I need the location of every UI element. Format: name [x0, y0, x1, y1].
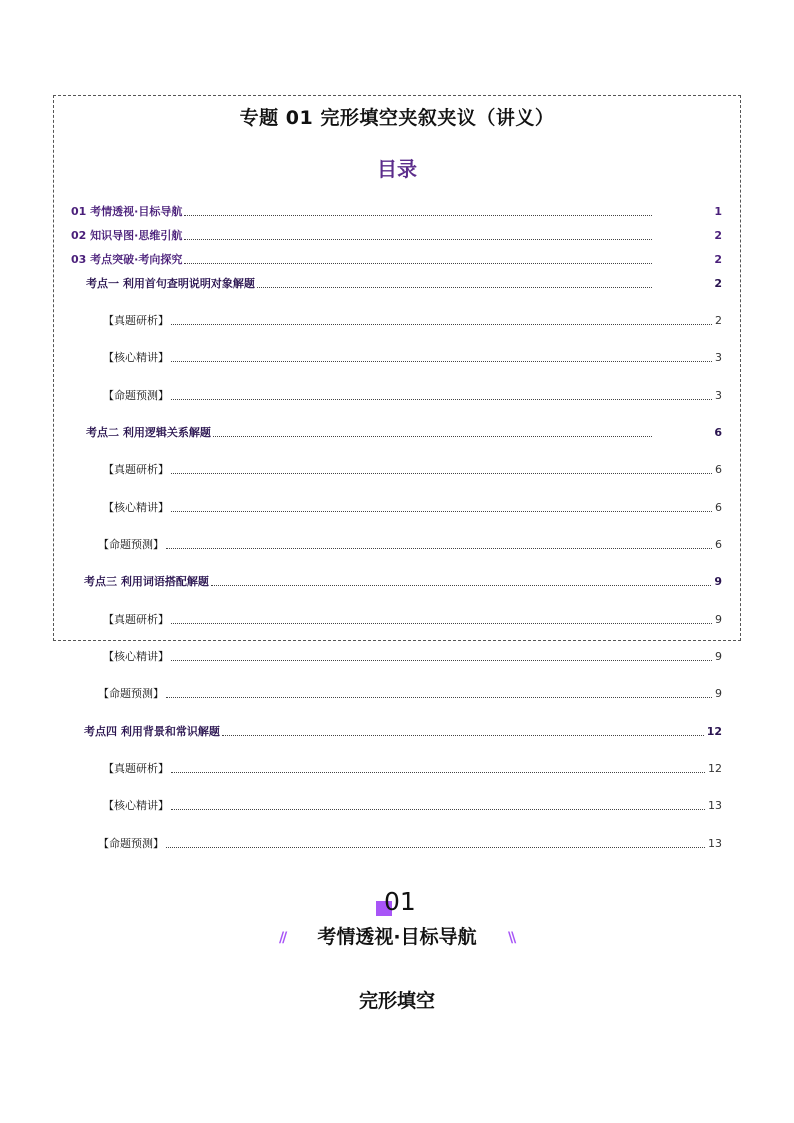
toc-entry[interactable]	[98, 538, 722, 552]
toc-leader	[171, 399, 712, 400]
toc-leader	[171, 772, 705, 773]
toc-entry-label: 考点二 利用逻辑关系解题	[86, 426, 211, 439]
toc-entry[interactable]	[103, 762, 722, 776]
toc-leader	[257, 287, 653, 288]
toc-entry-page: 12	[706, 725, 722, 738]
toc-entry[interactable]	[86, 426, 722, 440]
toc-entry-page: 9	[715, 613, 722, 626]
toc-entry-page: 3	[715, 351, 722, 364]
document-title: 专题 01 完形填空夹叙夹议（讲义）	[239, 107, 555, 129]
toc-entry-label: 【核心精讲】	[103, 799, 169, 812]
toc-entry-label: 【命题预测】	[98, 687, 164, 700]
toc-leader	[211, 585, 712, 586]
toc-leader	[166, 697, 712, 698]
toc-entry-page: 9	[714, 575, 722, 588]
section-title	[311, 922, 482, 949]
subject-heading: 完形填空	[358, 990, 435, 1012]
toc-entry-page: 2	[714, 253, 722, 266]
toc-leader	[184, 215, 652, 216]
toc-entry[interactable]	[98, 687, 722, 701]
toc-entry[interactable]	[71, 229, 722, 243]
toc-entry-label: 【真题研析】	[103, 613, 169, 626]
toc-entry-label: 03 考点突破·考向探究	[71, 253, 183, 266]
toc-entry-page: 2	[714, 229, 722, 242]
toc-entry-label: 01 考情透视·目标导航	[71, 205, 183, 218]
toc-leader	[184, 239, 652, 240]
toc-entry-label: 【核心精讲】	[103, 650, 169, 663]
toc-entry-page: 13	[708, 799, 722, 812]
toc-entry-page: 9	[715, 650, 722, 663]
toc-leader	[184, 263, 652, 264]
toc-entry-page: 1	[714, 205, 722, 218]
toc-entry-label: 考点一 利用首句查明说明对象解题	[86, 277, 255, 290]
toc-entry-label: 02 知识导图·思维引航	[71, 229, 183, 242]
toc-leader	[166, 548, 712, 549]
toc-entry[interactable]	[98, 837, 722, 851]
toc-leader	[171, 660, 712, 661]
toc-entry-page: 6	[714, 426, 722, 439]
toc-leader	[213, 436, 653, 437]
toc-entry-page: 12	[708, 762, 722, 775]
toc-entry-page: 2	[714, 277, 722, 290]
toc-leader	[171, 473, 712, 474]
toc-entry-label: 【命题预测】	[98, 538, 164, 551]
toc-entry-label: 【真题研析】	[103, 762, 169, 775]
section-title-text: 考情透视·目标导航	[317, 926, 477, 948]
toc-entry[interactable]	[103, 314, 722, 328]
toc-entry[interactable]	[86, 277, 722, 291]
toc-entry-label: 【核心精讲】	[103, 351, 169, 364]
toc-leader	[222, 735, 704, 736]
toc-entry[interactable]	[103, 463, 722, 477]
toc-entry-label: 【真题研析】	[103, 314, 169, 327]
toc-entry-page: 13	[708, 837, 722, 850]
toc-entry-label: 【真题研析】	[103, 463, 169, 476]
toc-entry[interactable]	[103, 613, 722, 627]
toc-entry[interactable]	[71, 205, 722, 219]
toc-entry-label: 【命题预测】	[98, 837, 164, 850]
toc-entry-label: 考点三 利用词语搭配解题	[84, 575, 209, 588]
toc-leader	[171, 324, 712, 325]
toc-entry-label: 考点四 利用背景和常识解题	[84, 725, 220, 738]
toc-entry-label: 【核心精讲】	[103, 501, 169, 514]
section-number-text: 01	[384, 887, 416, 916]
toc-entry[interactable]	[103, 389, 722, 403]
toc-leader	[166, 847, 705, 848]
toc-entry-page: 6	[715, 501, 722, 514]
toc-leader	[171, 623, 712, 624]
toc-entry[interactable]	[84, 575, 722, 589]
toc-entry-label: 【命题预测】	[103, 389, 169, 402]
toc-heading: 目录	[377, 157, 417, 181]
toc-entry-page: 9	[715, 687, 722, 700]
toc-entry[interactable]	[103, 351, 722, 365]
right-slash-decoration: \\	[508, 930, 515, 946]
toc-leader	[171, 511, 712, 512]
toc-entry-page: 6	[715, 463, 722, 476]
toc-leader	[171, 809, 705, 810]
section-number	[376, 887, 426, 917]
toc-entry-page: 3	[715, 389, 722, 402]
toc-leader	[171, 361, 712, 362]
toc-entry[interactable]	[103, 501, 722, 515]
section-heading	[0, 922, 794, 949]
toc-entry[interactable]	[71, 253, 722, 267]
toc-entry[interactable]	[103, 650, 722, 664]
toc-entry-page: 6	[715, 538, 722, 551]
left-slash-decoration: //	[279, 930, 286, 946]
toc-entry-page: 2	[715, 314, 722, 327]
toc-entry[interactable]	[103, 799, 722, 813]
toc-entry[interactable]	[84, 725, 722, 739]
